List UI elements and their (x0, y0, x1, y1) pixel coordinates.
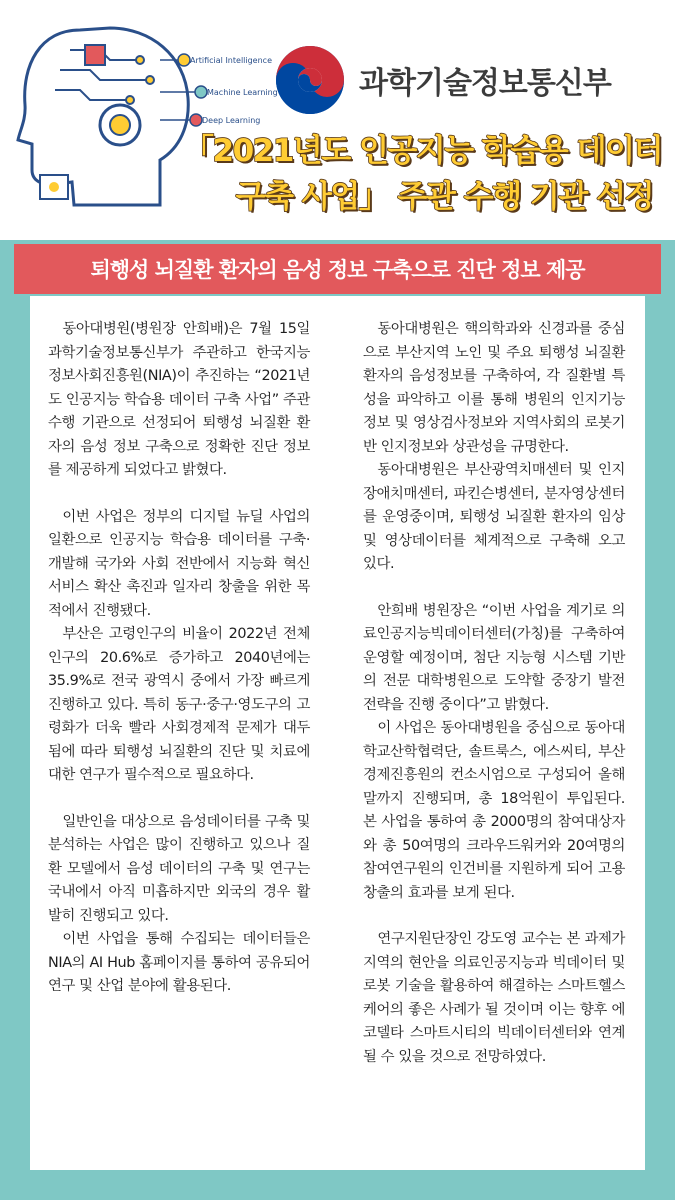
subtitle-banner (14, 244, 661, 294)
right-paragraph: 연구지원단장인 강도영 교수는 본 과제가 지역의 현안을 의료인공지능과 빅데이터 및 로봇 기술을 활용하여 해결하는 스마트헬스케어의 좋은 사례가 될 것이며 이는 향후 에코델타 스마트시티의 빅데이터센터와 연계될 수 있을 것으로 전망하였다. (363, 931, 625, 1065)
right-paragraph: 동아대병원은 핵의학과와 신경과를 중심으로 부산지역 노인 및 주요 퇴행성 뇌질환 환자의 음성정보를 구축하여, 각 질환별 특성을 파악하고 이를 통해 병원의 인지기능정보 및 영상검사정보와 지역사회의 로봇기반 인지정보와 상관성을 규명한다. (363, 321, 625, 455)
ai-label-artificial-intelligence: Artificial Intelligence (190, 56, 272, 65)
article-left-column (48, 318, 310, 999)
headline (183, 128, 663, 220)
ministry-logo (275, 45, 665, 115)
right-paragraph: 동아대병원은 부산광역치매센터 및 인지장애치매센터, 파킨슨병센터, 분자영상센터를 운영중이며, 퇴행성 뇌질환 환자의 임상 및 영상데이터를 체계적으로 구축해 오고 있다. (363, 462, 625, 572)
left-paragraph: 이번 사업을 통해 수집되는 데이터들은 NIA의 AI Hub 홈페이지를 통하여 공유되어 연구 및 산업 분야에 활용된다. (48, 931, 310, 994)
subtitle-text: 퇴행성 뇌질환 환자의 음성 정보 구축으로 진단 정보 제공 (90, 258, 585, 282)
article-card (30, 296, 645, 1170)
taegeuk-logo-icon (275, 45, 345, 115)
header (0, 0, 675, 240)
ministry-name: 과학기술정보통신부 (359, 66, 611, 101)
left-paragraph: 동아대병원(병원장 안희배)은 7월 15일 과학기술정보통신부가 주관하고 한국지능정보사회진흥원(NIA)이 추진하는 “2021년도 인공지능 학습용 데이터 구축 사업” 주관 수행 기관으로 선정되어 퇴행성 뇌질환 환자의 음성 정보 구축으로 정확한 진단 정보를 제공하게 되었다고 밝혔다. (48, 321, 310, 478)
left-paragraph: 일반인을 대상으로 음성데이터를 구축 및 분석하는 사업은 많이 진행하고 있으나 질환 모델에서 음성 데이터의 구축 및 연구는 국내에서 아직 미흡하지만 외국의 경우 활발히 진행되고 있다. (48, 813, 310, 924)
ai-label-deep-learning: Deep Learning (202, 116, 261, 125)
left-paragraph: 이번 사업은 정부의 디지털 뉴딜 사업의 일환으로 인공지능 학습용 데이터를 구축·개발해 국가와 사회 전반에서 지능화 혁신 서비스 확산 촉진과 일자리 창출을 위한 목적에서 진행됐다. (48, 508, 310, 619)
headline-line-1: 「2021년도 인공지능 학습용 데이터 (183, 133, 663, 169)
ai-label-machine-learning: Machine Learning (207, 88, 278, 97)
right-paragraph: 이 사업은 동아대병원을 중심으로 동아대학교산학협력단, 솔트룩스, 에스씨티, 부산경제진흥원의 컨소시엄으로 구성되어 올해 말까지 진행되며, 총 18억원이 투입된다. 본 사업을 통하여 총 2000명의 참여대상자와 총 50여명의 크라우드워커와 20여명의 참여연구원의 인건비를 지원하게 되어 고용창출의 효과를 보게 된다. (363, 720, 625, 901)
headline-line-2: 구축 사업」 주관 수행 기관 선정 (235, 179, 653, 215)
article-right-column (363, 318, 625, 1069)
right-paragraph: 안희배 병원장은 “이번 사업을 계기로 의료인공지능빅데이터센터(가칭)를 구축하여 운영할 예정이며, 첨단 지능형 시스템 기반의 전문 대학병원으로 도약할 중장기 발전 전략을 진행 중이다”고 밝혔다. (363, 602, 625, 713)
left-paragraph: 부산은 고령인구의 비율이 2022년 전체 인구의 20.6%로 증가하고 2040년에는 35.9%로 전국 광역시 중에서 가장 빠르게 진행하고 있다. 특히 동구·중구·영도구의 고령화가 더욱 빨라 사회경제적 문제가 대두됨에 따라 퇴행성 뇌질환의 진단 및 치료에 대한 연구가 필수적으로 필요하다. (48, 626, 310, 783)
